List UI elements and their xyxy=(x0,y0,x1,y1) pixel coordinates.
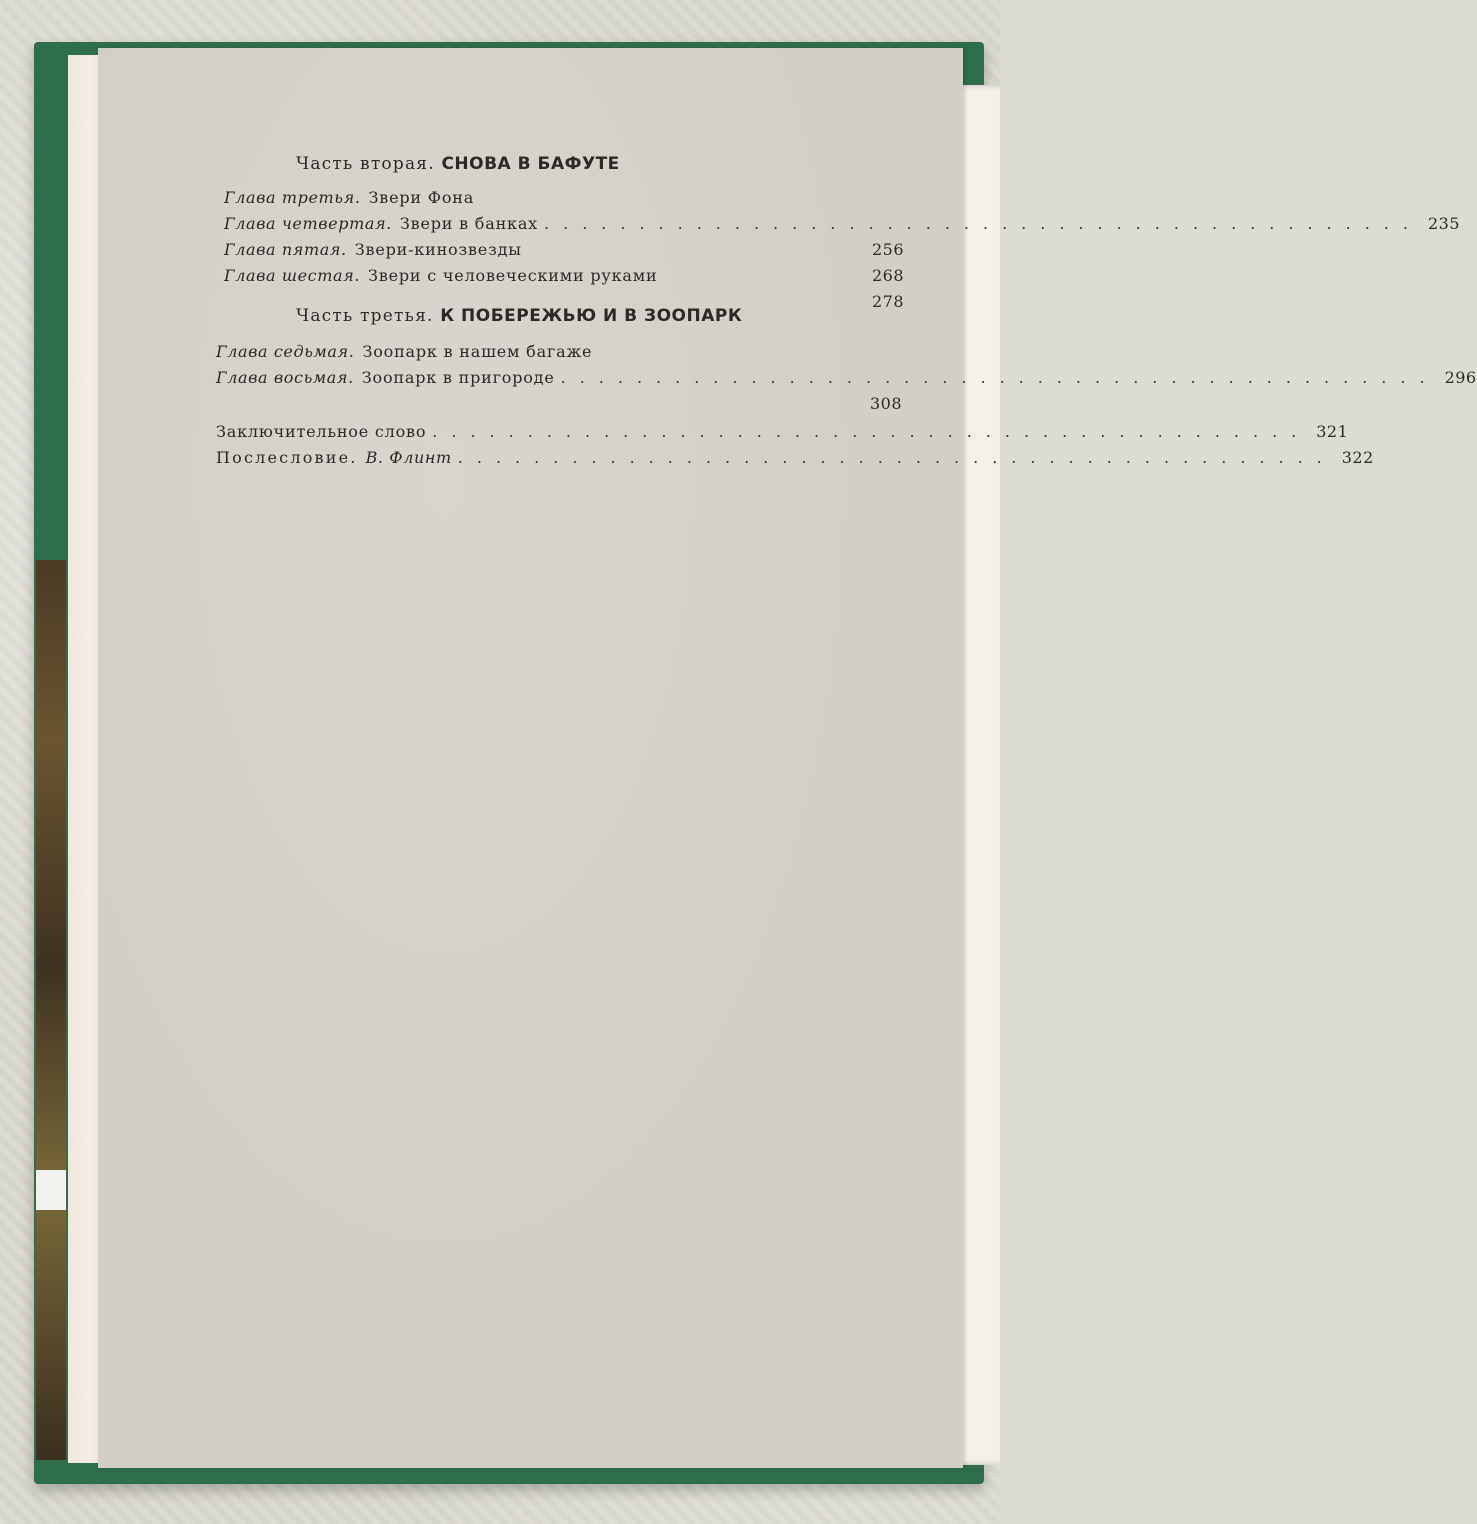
chapter-title: Зоопарк в нашем багаже xyxy=(362,342,593,361)
chapter-title: Зоопарк в пригороде xyxy=(361,368,555,387)
chapter-label: Глава четвертая. xyxy=(224,214,392,233)
dot-leader: .............................................. xyxy=(457,448,1336,467)
page-number: 256 xyxy=(871,240,904,259)
chapter-label: Глава седьмая. xyxy=(216,342,355,361)
chapter-title: Звери в банках xyxy=(399,214,539,233)
cover-illustration-strip xyxy=(36,560,66,1460)
toc-entry[interactable] xyxy=(224,266,904,285)
page-number: 322 xyxy=(1341,448,1374,467)
chapter-title: Звери-кинозвезды xyxy=(354,240,522,259)
page-number: 296 xyxy=(1444,368,1477,387)
toc-entry[interactable] xyxy=(216,368,1477,387)
afterword-author: В. Флинт xyxy=(365,448,452,467)
part-title: СНОВА В БАФУТЕ xyxy=(441,154,620,174)
page-number: 268 xyxy=(871,266,904,285)
part-heading-2 xyxy=(296,154,620,174)
chapter-title: Звери с человеческими руками xyxy=(368,266,658,285)
chapter-title: Звери Фона xyxy=(368,188,475,207)
dot-leader: .............................................. xyxy=(432,422,1311,441)
book-page xyxy=(98,48,1477,1468)
chapter-label: Глава шестая. xyxy=(224,266,361,285)
part-title: К ПОБЕРЕЖЬЮ И В ЗООПАРК xyxy=(440,306,743,326)
table-of-contents xyxy=(98,48,1477,1468)
toc-entry[interactable] xyxy=(224,240,904,259)
dot-leader: .............................................. xyxy=(544,214,1422,233)
toc-entry-closing[interactable] xyxy=(216,422,1349,441)
dot-leader: .............................................. xyxy=(560,368,1439,387)
part-heading-3 xyxy=(296,306,742,326)
toc-entry[interactable] xyxy=(224,214,1461,233)
cover-label-strip xyxy=(36,1170,66,1210)
closing-title: Заключительное слово xyxy=(216,422,427,441)
part-label: Часть вторая. xyxy=(296,154,435,174)
page-number: 278 xyxy=(871,292,904,311)
part-label: Часть третья. xyxy=(296,306,434,326)
toc-entry[interactable] xyxy=(224,188,904,207)
page-number: 308 xyxy=(869,394,902,413)
toc-entry[interactable] xyxy=(216,342,896,361)
afterword-label: Послесловие. xyxy=(216,448,358,467)
toc-entry[interactable] xyxy=(216,394,902,413)
page-number: 321 xyxy=(1316,422,1349,441)
page-number: 235 xyxy=(1427,214,1461,233)
chapter-label: Глава третья. xyxy=(224,188,361,207)
chapter-label: Глава пятая. xyxy=(224,240,347,259)
toc-entry-afterword[interactable] xyxy=(216,448,1374,467)
chapter-label: Глава восьмая. xyxy=(216,368,354,387)
